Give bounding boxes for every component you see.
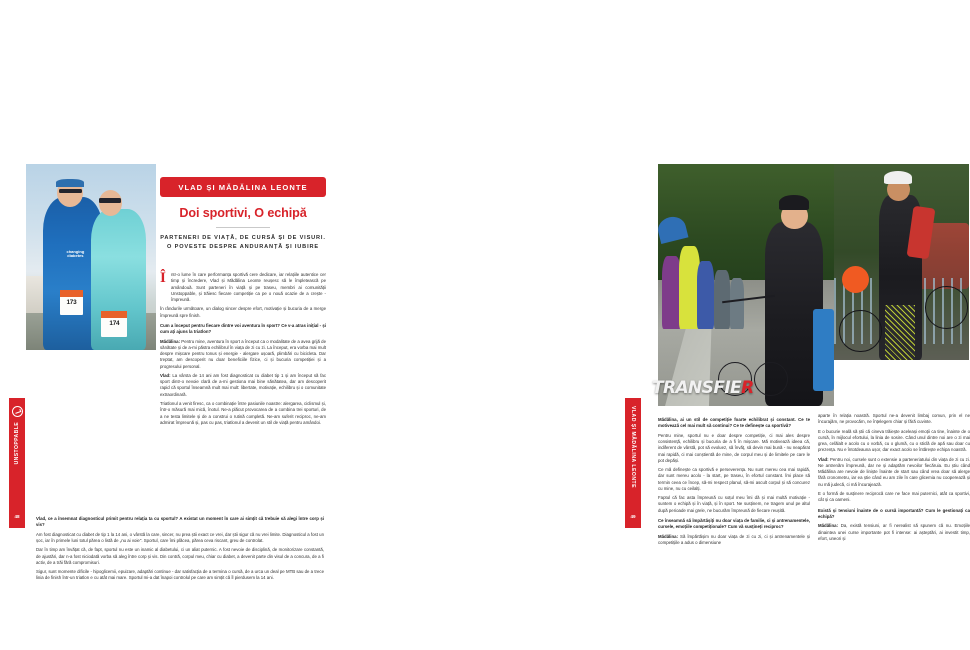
answer-1-text: Pentru mine, aventura în sport a început ca o modalitate de a avea grijă de sănătate și de a-mi păstra echilibrul în viața de zi cu zi. La început, era vorba mai mult despre mișcare pentru tonus și energie - alergare ușoară, plimbări cu bicicleta. Dar treptat, am descoperit nu doar beneficiile fizice, ci și bucuria competiției și a progresului personal.	[160, 338, 326, 369]
bib-header-band	[60, 290, 83, 296]
question-1: Cum a început pentru fiecare dintre voi aventura în sport? Ce v-a atras inițial - și cum ați ajuns la triatlon?	[160, 323, 326, 335]
answer-2-p3: Sigur, sunt momente dificile - hipoglicemii, epuizare, adaptări continue - dar satisfacția de a termina o cursă, de a urca un deal pe MTB sau de a trece linia de finish într-un triatlon e cu atât mai mare. Sportul mi-a dat înapoi controlul pe care am simțit că îl pierdusem la 14 ani.	[36, 569, 324, 581]
answer-5-p2: E o bucurie reală să știi că cineva trăiește aceleași emoții ca tine, înainte de o cursă, în mijlocul efortului, la linia de sosire. Când unul dintre noi are o zi mai grea, celălalt e acolo cu o vorbă, cu o glumă, cu o sticlă de apă sau doar cu prezența. Nu e întotdeauna ușor, dar exact acolo se întărește echipa noastră.	[818, 428, 970, 453]
lede-text-1: ntr-o lume în care performanța sportivă cere dedicare, iar relațiile autentice cer timp și încredere, Vlad și Mădălina Leonte reușesc să le împletească pe amândouă. Sunt parteneri în viață și pe traseu, membri ai comunității Unstoppable, și trăiesc fiecare competiție ca pe o nouă ocazie de a crește - împreună.	[171, 272, 326, 302]
helmet-icon	[884, 171, 912, 184]
visor-cap-icon	[56, 179, 85, 187]
right-column-1	[658, 413, 810, 549]
answer-3-p1: Pentru mine, sportul nu e doar despre competiție, ci mai ales despre consistență, echilibru și bucuria de a fi în mișcare. Mă motivează ideea că, indiferent de vârstă, pot să evoluez, să învăț, să devin mai bună - nu neapărat mai rapidă, ci mai conștientă de mine, de corpul meu și de limitele pe care le pot depăși.	[658, 432, 810, 463]
answer-1-madalina	[160, 339, 326, 370]
drop-cap: Î	[160, 270, 166, 286]
kicker-label: VLAD ȘI MĂDĂLINA LEONTE	[160, 177, 326, 197]
answer-2-p2: Dar în timp am învățat că, de fapt, sportul nu este un inamic al diabetului, ci un aliat puternic. A fost nevoie de disciplină, de monitorizare constantă, de ajustări, dar n-a fost niciodată vorba să aleg între corp și vis. Din contră, corpul meu, chiar cu diabet, a devenit parte din visul de a concura, de a fi activ, de a trăi fără compromisuri.	[36, 547, 324, 565]
page-title: Doi sportivi, O echipă	[179, 206, 307, 220]
question-2: Vlad, ce a însemnat diagnosticul primit pentru relația ta cu sportul? A existat un moment în care ai simțit că trebuie să alegi între corp și vis?	[36, 516, 324, 528]
transfier-logo-accent: R	[741, 378, 754, 398]
bib-number-male: 173	[66, 299, 77, 307]
answer-5-vlad	[818, 457, 970, 488]
left-page-number: 48	[14, 514, 20, 519]
speaker-madalina: Mădălina:	[818, 523, 839, 529]
question-4: Ce înseamnă să împărtășiți nu doar viața de familie, ci și antrenamentele, cursele, emoțiile competiționale? Cum vă susțineți reciproc?	[658, 518, 810, 530]
answer-4-text: Să împărtășim nu doar viața de zi cu zi, ci și antrenamentele și competițiile a adus o dimensiune	[658, 533, 810, 545]
title-divider	[216, 227, 270, 228]
speaker-madalina: Mădălina:	[160, 338, 181, 344]
lede-text-2: În rândurile următoare, un dialog sincer despre efort, motivație și bucuria de a merge împreună spre finish.	[160, 306, 326, 318]
lede-paragraph	[160, 272, 326, 303]
left-column-bottom	[36, 512, 324, 585]
female-cyclist-rain-photo	[652, 164, 834, 406]
answer-6-text: Da, există tensiuni, ar fi nerealist să spunem că nu. Emoțiile dinaintea unei curse importante pot fi intense: ai așteptări, ai investit timp, efort, uneori și	[818, 523, 970, 541]
right-page-number: 49	[630, 514, 636, 519]
bike-wheel	[839, 310, 882, 353]
right-column-2	[818, 413, 970, 545]
patterned-tights	[885, 305, 915, 360]
spectator-figure	[697, 261, 715, 329]
race-bib-male	[60, 290, 83, 314]
handlebar	[722, 295, 775, 303]
question-3: Mădălina, ai un stil de competiție foarte echilibrat și constant. Ce te motivează cel mai mult să continui? Ce te definește ca sportivă?	[658, 417, 810, 429]
left-column-intro	[160, 272, 326, 429]
article-title-block	[160, 177, 326, 252]
race-bib-female	[101, 311, 127, 337]
left-side-tab-brand: UNSTOPPABLE	[14, 422, 20, 465]
left-page	[8, 72, 326, 581]
bike-wheel	[925, 286, 968, 329]
answer-5-p1: aparte în relația noastră. Sportul ne-a devenit limbaj comun, prin el ne încurajăm, ne provocăm, ne înțelegem chiar și fără cuvinte.	[818, 413, 970, 425]
answer-6-madalina	[818, 523, 970, 542]
blue-gear-bag	[813, 309, 834, 391]
unstoppable-logo-icon	[12, 406, 23, 417]
transfier-logo-overlay	[652, 378, 754, 398]
bib-header-band	[101, 311, 127, 318]
speaker-vlad: Vlad:	[160, 372, 171, 378]
right-side-tab-brand: VLAD ȘI MĂDĂLINA LEONTE	[630, 406, 636, 489]
answer-1-vlad	[160, 373, 326, 398]
answer-2-p1: Am fost diagnosticat cu diabet de tip 1 la 14 ani, o vârstă la care, sincer, nu prea știi exact ce vrei, dar știi sigur că nu vrei limite. Diagnosticul a fost un șoc, iar în primele luni totul părea o listă de „nu ai voie". Sportul, care îmi plăcea, părea ceva riscant, greu de controlat.	[36, 531, 324, 544]
right-page-side-tab	[625, 398, 641, 528]
female-athlete-head	[99, 190, 122, 216]
male-athlete-bike-photo	[834, 164, 969, 360]
right-page	[327, 72, 970, 578]
bib-number-female: 174	[109, 320, 120, 328]
speaker-vlad: Vlad:	[818, 456, 829, 462]
answer-1-cont: Triatlonul a venit firesc, ca o combinație între pasiunile noastre: alergarea, ciclismul și, într-o măsură mai mică, înotul. Ne-a plăcut provocarea de a combina trei sporturi, de a ne testa limitele și de a construi o rutină completă. Ne-am suferit reciproc, ne-am admirat împreună și, pas cu pas, triatlonul a devenit un stil de viață pentru amândoi.	[160, 401, 326, 425]
answer-5-p4: E o formă de susținere reciprocă care ne face mai puternici, atât ca sportivi, cât și ca oameni.	[818, 491, 970, 503]
transfier-logo-text: TRANSFIE	[652, 378, 742, 398]
helmet-icon	[779, 195, 809, 210]
answer-3-p2: Ce mă definește ca sportivă e perseverența. Nu sunt mereu cea mai rapidă, dar sunt mereu acolo - la start, pe traseu, în efortul constant. Îmi place să termin ceea ce încep, să-mi respect planul, să-mi ascult corpul și să concurez cu mine, nu cu ceilalți.	[658, 467, 810, 491]
speaker-madalina: Mădălina:	[658, 533, 679, 539]
bike-wheel	[754, 362, 788, 396]
couple-athletes-photo	[26, 164, 156, 350]
article-deck: PARTENERI DE VIAȚĂ, DE CURSĂ ȘI DE VISURI. O POVESTE DESPRE ANDURANȚĂ ȘI IUBIRE	[160, 235, 326, 250]
left-page-side-tab	[9, 398, 25, 528]
answer-3-p3: Faptul că fac asta împreună cu soțul meu îmi dă și mai multă motivație - suntem o echipă și în viață, și în sport. Ne susținem, ne tragem unul pe altul după perioade mai grele, ne bucurăm împreună de fiecare reușită.	[658, 495, 810, 513]
answer-2-text: La vârsta de 14 ani am fost diagnosticat cu diabet tip 1 și am început să fac sport dintr-o nevoie clară de a-mi gestiona mai bine sănătatea, dar am descoperit rapid că sportul înseamnă mult mai mult: libertate, motivație, echilibru și o comunitate extraordinară.	[160, 372, 326, 397]
female-sunglasses-icon	[99, 198, 121, 202]
question-5: Există și tensiuni înainte de o cursă importantă? Cum le gestionați ca echipă?	[818, 507, 970, 519]
spectator-figure	[662, 256, 681, 329]
male-sunglasses-icon	[59, 189, 82, 193]
answer-4-madalina	[658, 534, 810, 547]
answer-5-text: Pentru noi, cursele sunt o extensie a parteneriatului din viața de zi cu zi. Ne antrenăm împreună, dar ne și adaptăm nevoilor fiecăruia. Eu știu când Mădălina are nevoie de liniște înainte de start sau când vrea doar să alerge fără cronometru, iar ea știe când eu am zile în care glicemia nu cooperează și nu mă judecă, ci mă încurajează.	[818, 456, 970, 487]
jersey-sponsor-text: changing diabetes	[66, 248, 85, 259]
